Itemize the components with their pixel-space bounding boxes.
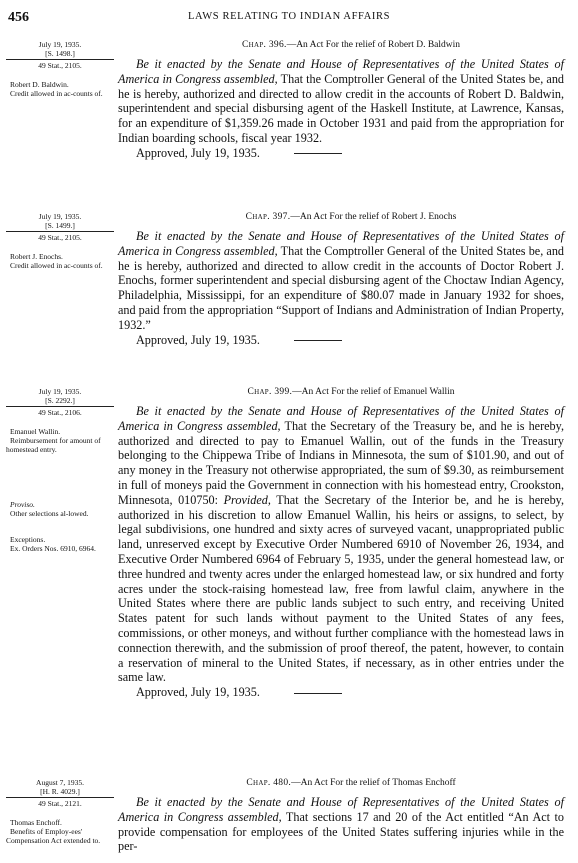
margin-note-title: Robert D. Baldwin. (10, 80, 69, 89)
margin-note-title: Emanuel Wallin. (10, 427, 61, 436)
margin-bill-number: [H. R. 4029.] (6, 787, 114, 798)
margin-notes (6, 212, 114, 279)
running-head: LAWS RELATING TO INDIAN AFFAIRS (187, 11, 391, 22)
chapter-number: Chap. 397. (245, 212, 291, 222)
margin-note-exceptions (6, 535, 114, 553)
act-body (118, 57, 564, 146)
body-text: That the Comptroller General of the United States be, and he is hereby, authorized and directed to allow credit in the accounts of Doctor Robert J. Enochs, former superintendent and special disbursing agent of the Choctaw Indian Agency, Philadelphia, Mississippi, for an expenditure of $80.07 made in January 1932 for shoes, and paid from the appropriation “Support of Indians and Administration of Indian Property, 1932.” (118, 243, 565, 332)
margin-note-detail: Other selections al-lowed. (10, 509, 89, 518)
margin-statute: 49 Stat., 2121. (38, 799, 82, 808)
margin-note-detail: Credit allowed in ac-counts of. (10, 89, 103, 98)
chapter-heading: —An Act For the relief of Robert J. Enochs (290, 212, 457, 222)
act-text (118, 387, 564, 700)
section-divider (294, 693, 342, 694)
margin-date: July 19, 1935. (38, 387, 82, 396)
chapter-heading: —An Act For the relief of Thomas Enchoff (291, 778, 456, 788)
enacting-clause: Be it enacted by the Senate and House of Representatives of the United States of America in Congress assembled, (118, 404, 564, 433)
margin-note (6, 80, 114, 98)
approval-line (118, 685, 564, 700)
page-header (8, 10, 570, 26)
margin-note (6, 818, 114, 845)
act-text (118, 778, 564, 854)
body-text-part-2: That the Secretary of the Interior be, and he is hereby, authorized in his discretion to allow Emanuel Wallin, his heirs or assigns, to select, by legal subdivisions, one hundred and sixty acres of surveyed vacant, unappropriated public land, unreserved except by Executive Order Numbered 6910 of November 26, 1934, and Executive Order Numbered 6964 of February 5, 1935, under the general homestead law, or three hundred and twenty acres under the enlarged homestead law, or six hundred and forty acres under the stock-raising homestead law, free from lawful claim, anywhere in the United States where there are public lands subject to such entry, and receiving United States patent for such lands without payment to the United States of any fees, commissions, or other moneys, and without further compliance with the homestead laws in connection therewith, and the submission of proof thereof, the patent, however, to contain a reservation of mineral to the United States, if necessary, as in other entries under the same law. (118, 492, 565, 685)
margin-note (6, 427, 114, 454)
margin-notes (6, 387, 114, 562)
proviso-word: Provided, (223, 492, 271, 507)
chapter-number: Chap. 396. (241, 40, 287, 50)
margin-bill-number: [S. 1498.] (6, 49, 114, 60)
body-text: That sections 17 and 20 of the Act entitled “An Act to provide compensation for employees of the United States suffering injuries while in the per- (118, 809, 565, 854)
margin-date: August 7, 1935. (36, 778, 84, 787)
act-text (118, 212, 564, 348)
chapter-heading: —An Act For the relief of Emanuel Wallin (292, 387, 455, 397)
margin-date: July 19, 1935. (38, 40, 82, 49)
approved-text: Approved, July 19, 1935. (136, 332, 260, 347)
act-body (118, 229, 564, 333)
margin-note-title: Proviso. (10, 500, 35, 509)
chapter-heading: —An Act For the relief of Robert D. Baldwin (286, 40, 461, 50)
margin-notes (6, 778, 114, 854)
chapter-title (138, 778, 564, 788)
chapter-number: Chap. 399. (247, 387, 293, 397)
act-body (118, 795, 564, 854)
body-text-part-1: That the Secretary of the Treasury be, and he is hereby, authorized and directed to pay to Emanuel Wallin, out of the funds in the Treasury belonging to the Chippewa Tribe of Indians in Minnesota, the sum of $101.90, and out of any money in the Treasury not otherwise appropriated, the sum of $9.30, as reimbursement in full of moneys paid the Government in connection with his homestead entry, Crookston, Minnesota, 010750: (118, 418, 564, 507)
margin-note-detail: Ex. Orders Nos. 6910, 6964. (10, 544, 96, 553)
margin-bill-number: [S. 2292.] (6, 396, 114, 407)
approved-text: Approved, July 19, 1935. (136, 145, 260, 160)
margin-note-detail: Credit allowed in ac-counts of. (10, 261, 103, 270)
chapter-number: Chap. 480. (246, 778, 292, 788)
approval-line (118, 333, 564, 348)
approved-text: Approved, July 19, 1935. (136, 685, 260, 700)
margin-statute: 49 Stat., 2106. (38, 408, 82, 417)
margin-bill-number: [S. 1499.] (6, 221, 114, 232)
chapter-title (138, 387, 564, 397)
section-divider (294, 153, 342, 154)
margin-statute: 49 Stat., 2105. (38, 233, 82, 242)
margin-note-title: Robert J. Enochs. (10, 252, 63, 261)
margin-note-detail: Benefits of Employ-ees' Compensation Act extended to. (6, 827, 101, 845)
act-text (118, 40, 564, 161)
margin-note-title: Thomas Enchoff. (10, 818, 62, 827)
chapter-title (138, 40, 564, 50)
enacting-clause: Be it enacted by the Senate and House of Representatives of the United States of America in Congress assembled, (118, 795, 564, 824)
act-body (118, 404, 564, 685)
margin-note-title: Exceptions. (10, 535, 46, 544)
chapter-title (138, 212, 564, 222)
section-divider (294, 340, 342, 341)
enacting-clause: Be it enacted by the Senate and House of Representatives of the United States of America in Congress assembled, (118, 57, 564, 86)
body-text: That the Comptroller General of the United States be, and he is hereby, authorized and directed to allow credit in the accounts of Robert D. Baldwin, superintendent and special disbursing agent of the Haskell Institute, at Lawrence, Kansas, for an expenditure of $1,359.26 made in October 1931 and paid from the appropriation for Indian boarding schools, fiscal year 1932. (118, 71, 565, 145)
margin-notes (6, 40, 114, 107)
margin-note-detail: Reimbursement for amount of homestead entry. (6, 436, 101, 454)
margin-date: July 19, 1935. (38, 212, 82, 221)
page-number: 456 (8, 10, 29, 25)
margin-note-proviso (6, 500, 114, 518)
approval-line (118, 146, 564, 161)
margin-statute: 49 Stat., 2105. (38, 61, 82, 70)
enacting-clause: Be it enacted by the Senate and House of Representatives of the United States of America in Congress assembled, (118, 229, 564, 258)
margin-note (6, 252, 114, 270)
